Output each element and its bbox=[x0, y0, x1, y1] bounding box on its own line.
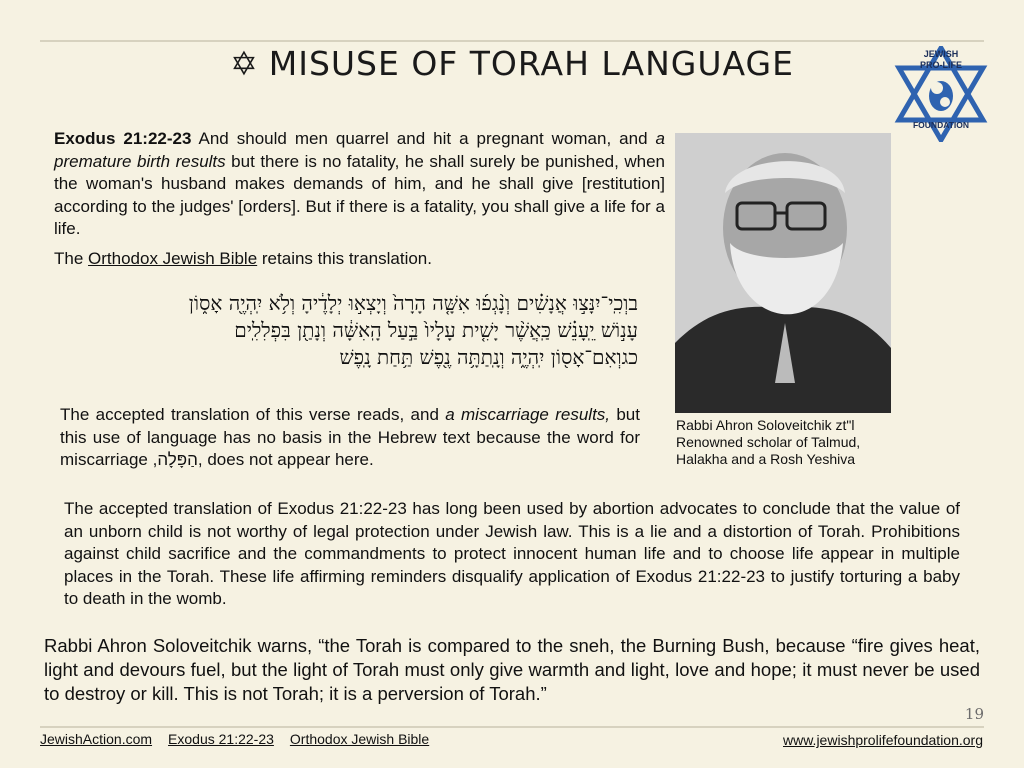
footer-link-orthodox-jewish-bible[interactable]: Orthodox Jewish Bible bbox=[289, 731, 430, 747]
miscarriage-translation-paragraph: The accepted translation of this verse reads, and a miscarriage results, but this use of language has no basis in the Hebrew text because the word for miscarriage ,הַפָּלָה, does not appear here. bbox=[60, 405, 640, 469]
verse-reference: Exodus 21:22-23 bbox=[54, 129, 192, 148]
footer-link-exodus[interactable]: Exodus 21:22-23 bbox=[168, 731, 274, 747]
hebrew-line-3: כגוְאִם־אָס֖וֹן יִֽהְיֶ֑ה וְנָֽתַתָּ֥ה נֶ֖פֶשׁ תַּ֥חַת נָֽפֶשׁ bbox=[339, 345, 638, 369]
footer-source-links bbox=[40, 731, 445, 747]
website-link[interactable]: www.jewishprolifefoundation.org bbox=[783, 732, 983, 748]
footer-link-jewishaction[interactable]: JewishAction.com bbox=[40, 731, 153, 747]
orthodox-bible-note: The Orthodox Jewish Bible retains this translation. bbox=[54, 249, 432, 268]
orthodox-jewish-bible-link[interactable]: Orthodox Jewish Bible bbox=[88, 249, 258, 268]
top-rule bbox=[40, 40, 984, 42]
jewish-pro-life-foundation-logo bbox=[893, 46, 989, 142]
bottom-rule bbox=[40, 726, 984, 728]
soloveitchik-quote-paragraph: Rabbi Ahron Soloveitchik warns, “the Torah is compared to the sneh, the Burning Bush, because “fire gives heat, light and devours fuel, but the light of Torah must only give warmth and light, love and hope; it must never be used to destroy or kill. This is not Torah; it is a perversion of Torah.” bbox=[44, 635, 980, 704]
miscarriage-phrase: a miscarriage results, bbox=[445, 405, 611, 424]
svg-text:FOUNDATION: FOUNDATION bbox=[912, 120, 970, 130]
title-text: MISUSE OF TORAH LANGUAGE bbox=[268, 44, 794, 83]
exodus-translation-paragraph: Exodus 21:22-23 And should men quarrel and hit a pregnant woman, and a premature birth results but there is no fatality, he shall surely be punished, when the woman's husband makes demands of him, and he shall give [restitution] according to the judges' [orders]. But if there is a fatality, you shall give a life for a life. bbox=[54, 129, 665, 238]
page-title bbox=[0, 44, 1024, 83]
page-number: 19 bbox=[964, 705, 984, 723]
premature-birth-phrase: a premature birth results bbox=[54, 129, 665, 171]
footer-website bbox=[783, 732, 983, 748]
hebrew-line-1: בוְכִֽי־יִנָּצ֣וּ אֲנָשִׁ֗ים וְנָ֨גְפ֜וּ אִשָּׁ֤ה הָרָה֙ וְיָצְא֣וּ יְלָדֶ֔יהָ וְלֹ֥א יִֽהְיֶ֖ה אָס֑וֹן bbox=[188, 291, 638, 315]
abortion-advocates-paragraph: The accepted translation of Exodus 21:22-23 has long been used by abortion advocates to conclude that the value of an unborn child is not worthy of legal protection under Jewish law. This is a lie and a distortion of Torah. Prohibitions against child sacrifice and the commandments to protect innocent human life and to choose life appear in multiple places in the Torah. These life affirming reminders disqualify application of Exodus 21:22-23 to justify torturing a baby to death in the womb. bbox=[64, 499, 960, 608]
rabbi-portrait-photo bbox=[675, 133, 891, 413]
svg-text:PRO-LIFE: PRO-LIFE bbox=[920, 60, 962, 70]
svg-text:JEWISH: JEWISH bbox=[923, 49, 959, 59]
hebrew-line-2: עָנ֣וֹשׁ יֵֽעָנֵ֗שׁ כַּֽאֲשֶׁ֨ר יָשִׁ֤ית עָלָיו֙ בַּ֣עַל הָֽאִשָּׁ֔ה וְנָתַ֖ן בִּפְלִלִֽים bbox=[234, 318, 638, 342]
hebrew-verse bbox=[54, 290, 638, 371]
photo-caption: Rabbi Ahron Soloveitchik zt"l Renowned scholar of Talmud, Halakha and a Rosh Yeshiva bbox=[676, 417, 861, 467]
star-of-david-icon: ✡ bbox=[230, 44, 259, 83]
